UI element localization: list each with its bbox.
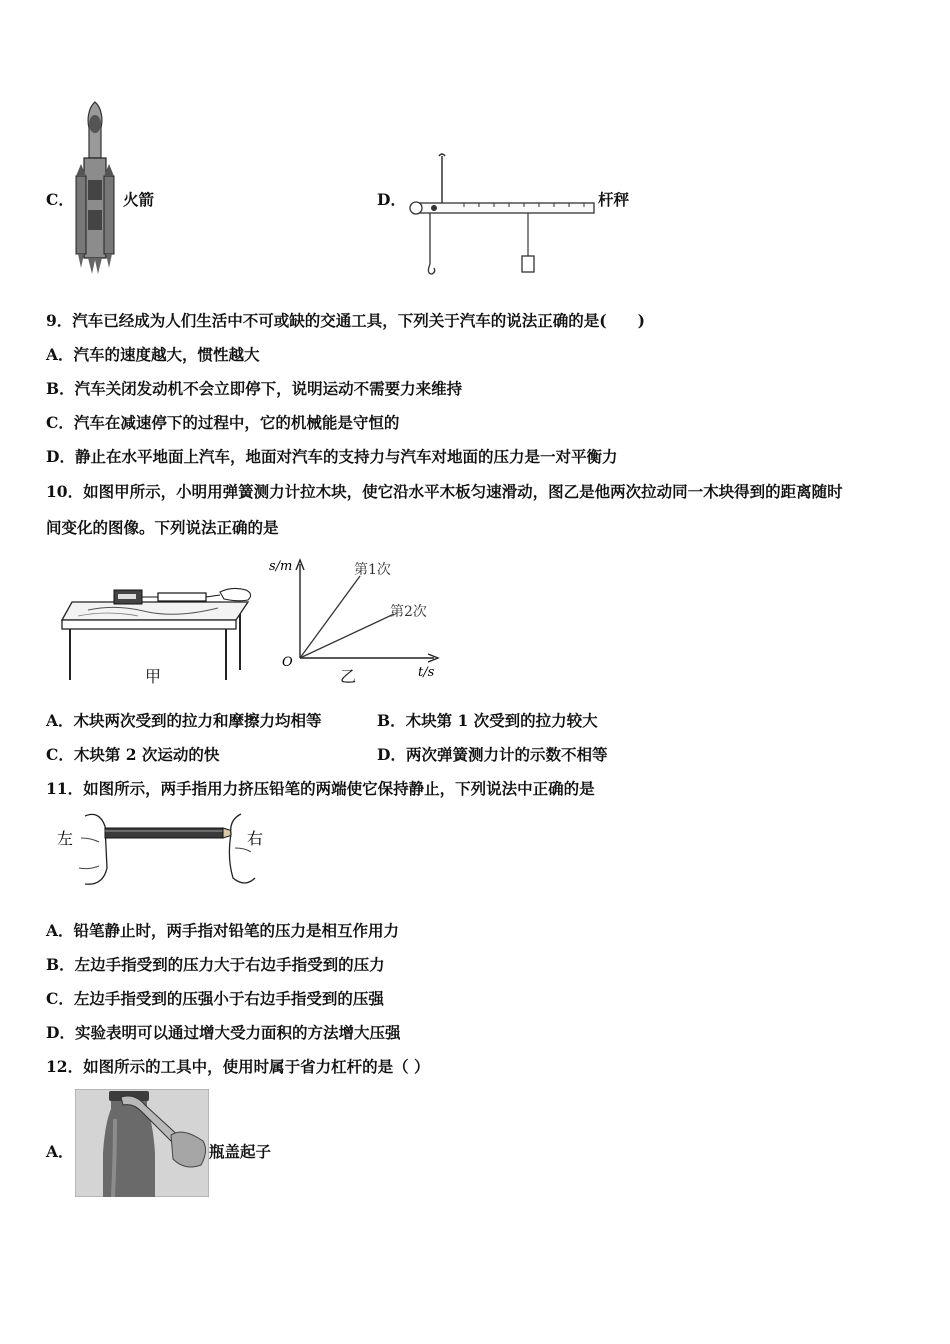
q12-option-a-label: 瓶盖起子 xyxy=(209,1142,272,1161)
q11-option-a: A．铅笔静止时，两手指对铅笔的压力是相互作用力 xyxy=(46,921,400,940)
q9-option-b: B．汽车关闭发动机不会立即停下，说明运动不需要力来维持 xyxy=(46,379,463,398)
q10-option-c: C．木块第 2 次运动的快 xyxy=(46,745,220,764)
q9-option-c: C．汽车在减速停下的过程中，它的机械能是守恒的 xyxy=(46,413,400,432)
q8-option-c-letter: C． xyxy=(46,190,74,209)
q12-stem: 12．如图所示的工具中，使用时属于省力杠杆的是（ ） xyxy=(46,1057,430,1076)
q10-stem-line1: 10．如图甲所示，小明用弹簧测力计拉木块，使它沿水平木板匀速滑动，图乙是他两次拉动同一木块得到的距离随时 xyxy=(46,482,843,501)
trial-1-label: 第1次 xyxy=(354,562,391,578)
q8-option-d-label: 杆秤 xyxy=(598,190,630,209)
trial-2-label: 第2次 xyxy=(390,604,427,620)
origin-label: O xyxy=(282,655,293,670)
q9-option-a: A．汽车的速度越大，惯性越大 xyxy=(46,345,260,364)
q11-option-c: C．左边手指受到的压强小于右边手指受到的压强 xyxy=(46,989,384,1008)
q11-option-b: B．左边手指受到的压力大于右边手指受到的压力 xyxy=(46,955,385,974)
q12-option-a-letter: A． xyxy=(46,1142,74,1161)
q9-stem: 9．汽车已经成为人们生活中不可或缺的交通工具，下列关于汽车的说法正确的是( ) xyxy=(46,311,645,330)
q9-option-d: D．静止在水平地面上汽车，地面对汽车的支持力与汽车对地面的压力是一对平衡力 xyxy=(46,447,618,466)
line-trial-1 xyxy=(300,576,360,658)
steelyard-illustration xyxy=(404,152,596,280)
line-trial-2 xyxy=(300,614,394,658)
q8-option-d-letter: D． xyxy=(377,190,406,209)
pencil-squeeze-illustration xyxy=(55,808,275,892)
q10-option-a: A．木块两次受到的拉力和摩擦力均相等 xyxy=(46,711,322,730)
bottle-opener-photo xyxy=(75,1089,209,1197)
left-finger-label: 左 xyxy=(57,829,74,848)
distance-time-graph xyxy=(262,552,462,688)
x-axis-label: t/s xyxy=(418,665,435,680)
q10-option-b: B．木块第 1 次受到的拉力较大 xyxy=(377,711,598,730)
y-axis-label: s/m xyxy=(269,559,293,574)
q11-stem: 11．如图所示，两手指用力挤压铅笔的两端使它保持静止，下列说法中正确的是 xyxy=(46,779,595,798)
q10-stem-line2: 间变化的图像。下列说法正确的是 xyxy=(46,518,279,537)
rocket-illustration xyxy=(66,98,124,278)
q11-option-d: D．实验表明可以通过增大受力面积的方法增大压强 xyxy=(46,1023,401,1042)
q8-option-c-label: 火箭 xyxy=(123,190,155,209)
q10-option-d: D．两次弹簧测力计的示数不相等 xyxy=(377,745,608,764)
figure-label-jia: 甲 xyxy=(145,667,162,686)
right-finger-label: 右 xyxy=(247,829,264,848)
figure-label-yi: 乙 xyxy=(340,667,357,686)
